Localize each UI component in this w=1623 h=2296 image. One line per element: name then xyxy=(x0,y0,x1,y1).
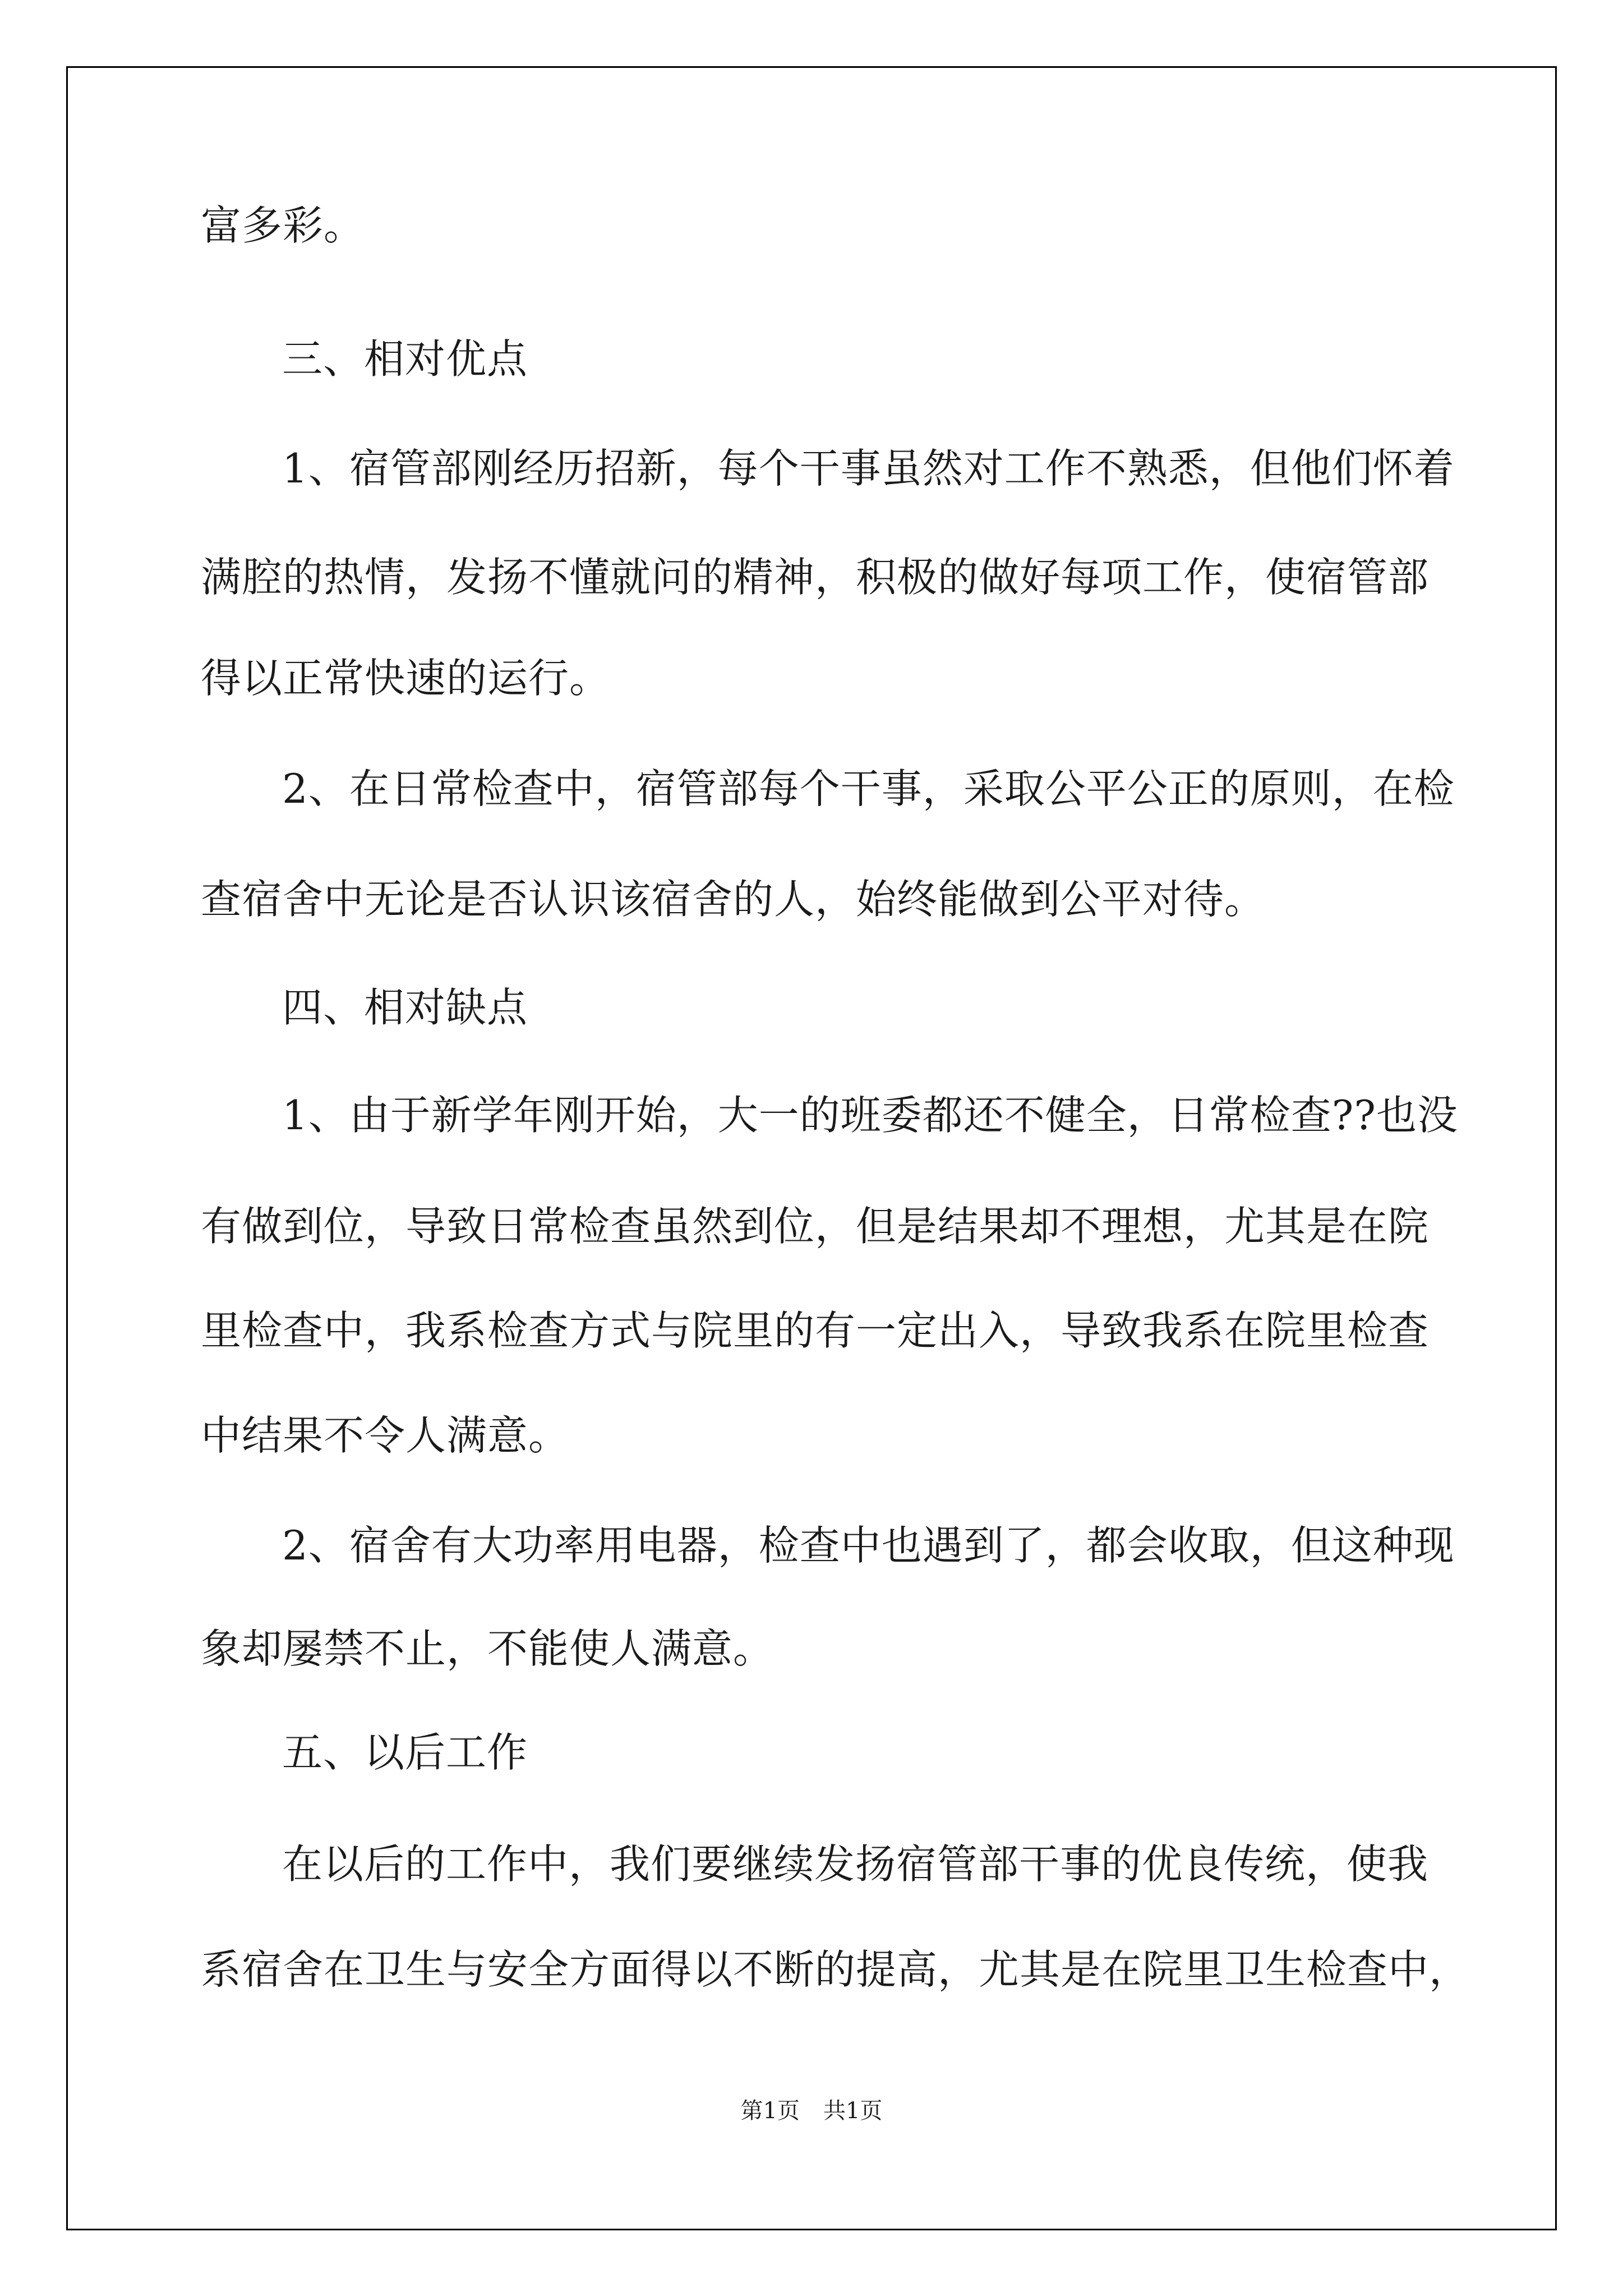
text-line: 得以正常快速的运行。 xyxy=(201,655,611,702)
page-total: 共1页 xyxy=(823,2098,883,2124)
section-heading: 五、以后工作 xyxy=(282,1729,528,1776)
text-line: 1、宿管部刚经历招新，每个干事虽然对工作不熟悉，但他们怀着 xyxy=(282,445,1455,492)
page-border xyxy=(66,66,1557,2230)
text-line: 象却屡禁不止，不能使人满意。 xyxy=(201,1625,774,1672)
text-line: 在以后的工作中，我们要继续发扬宿管部干事的优良传统，使我 xyxy=(282,1841,1429,1888)
text-line: 查宿舍中无论是否认识该宿舍的人，始终能做到公平对待。 xyxy=(201,876,1266,923)
text-line: 1、由于新学年刚开始，大一的班委都还不健全，日常检查??也没 xyxy=(282,1092,1459,1139)
text-line: 富多彩。 xyxy=(201,202,365,249)
page-footer xyxy=(0,2097,1623,2125)
text-line: 系宿舍在卫生与安全方面得以不断的提高，尤其是在院里卫生检查中， xyxy=(201,1946,1470,1993)
text-line: 中结果不令人满意。 xyxy=(201,1412,570,1459)
section-heading: 四、相对缺点 xyxy=(282,984,528,1031)
section-heading: 三、相对优点 xyxy=(282,335,528,383)
text-line: 满腔的热情，发扬不懂就问的精神，积极的做好每项工作，使宿管部 xyxy=(201,554,1430,601)
text-line: 有做到位，导致日常检查虽然到位，但是结果却不理想，尤其是在院 xyxy=(201,1203,1430,1250)
text-line: 2、宿舍有大功率用电器，检查中也遇到了，都会收取，但这种现 xyxy=(282,1522,1455,1569)
page-number: 第1页 xyxy=(740,2098,800,2124)
text-line: 里检查中，我系检查方式与院里的有一定出入，导致我系在院里检查 xyxy=(201,1307,1430,1354)
text-line: 2、在日常检查中，宿管部每个干事，采取公平公正的原则，在检 xyxy=(282,765,1455,812)
